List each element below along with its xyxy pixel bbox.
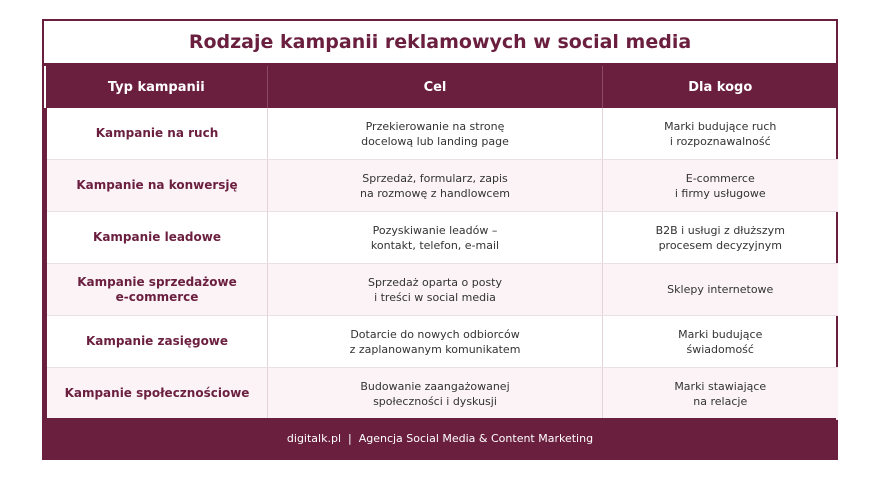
cell-text: Budowanie zaangażowanej społeczności i dyskusji xyxy=(360,379,510,408)
cell-text: Sklepy internetowe xyxy=(667,283,774,296)
table-row xyxy=(46,160,838,212)
footer-text: digitalk.pl | Agencja Social Media & Content Marketing xyxy=(286,431,594,445)
cell-goal xyxy=(268,212,603,264)
table-row xyxy=(46,368,838,420)
table-row xyxy=(46,264,838,316)
cell-text: Marki stawiające na relacje xyxy=(674,379,767,408)
table-row xyxy=(46,212,838,264)
cell-campaign-type xyxy=(46,160,268,212)
column-header-type: Typ kampanii xyxy=(46,66,268,108)
cell-text: Sprzedaż, formularz, zapis na rozmowę z handlowcem xyxy=(360,171,510,200)
cell-text: Sprzedaż oparta o posty i treści w social media xyxy=(367,275,503,304)
cell-audience xyxy=(603,368,838,420)
column-header-audience: Dla kogo xyxy=(603,66,838,108)
cell-text: E-commerce i firmy usługowe xyxy=(674,171,766,200)
infographic-card xyxy=(42,19,838,460)
cell-goal xyxy=(268,316,603,368)
cell-audience xyxy=(603,316,838,368)
campaign-table xyxy=(44,66,838,420)
cell-text: Marki budujące ruch i rozpoznawalność xyxy=(664,119,777,148)
cell-campaign-type xyxy=(46,316,268,368)
cell-goal xyxy=(268,108,603,160)
cell-campaign-type xyxy=(46,108,268,160)
cell-campaign-type xyxy=(46,212,268,264)
cell-audience xyxy=(603,160,838,212)
cell-text: Kampanie społecznościowe xyxy=(64,386,250,400)
cell-audience xyxy=(603,264,838,316)
table-row xyxy=(46,108,838,160)
cell-text: Dotarcie do nowych odbiorców z zaplanowanym komunikatem xyxy=(349,327,521,356)
cell-text: B2B i usługi z dłuższym procesem decyzyjnym xyxy=(655,223,785,252)
cell-text: Marki budujące świadomość xyxy=(678,327,763,356)
cell-campaign-type xyxy=(46,368,268,420)
cell-campaign-type xyxy=(46,264,268,316)
cell-goal xyxy=(268,368,603,420)
page-title: Rodzaje kampanii reklamowych w social media xyxy=(188,31,692,53)
cell-text: Kampanie zasięgowe xyxy=(85,334,229,348)
cell-goal xyxy=(268,264,603,316)
cell-text: Kampanie na ruch xyxy=(95,126,219,140)
table-row xyxy=(46,316,838,368)
column-header-goal: Cel xyxy=(268,66,603,108)
cell-text: Kampanie na konwersję xyxy=(76,178,238,192)
cell-goal xyxy=(268,160,603,212)
cell-text: Kampanie sprzedażowe e-commerce xyxy=(77,274,237,304)
table-header-row xyxy=(46,66,838,108)
cell-audience xyxy=(603,212,838,264)
cell-text: Pozyskiwanie leadów – kontakt, telefon, e-mail xyxy=(370,223,500,252)
cell-audience xyxy=(603,108,838,160)
footer-credit xyxy=(44,418,836,458)
cell-text: Przekierowanie na stronę docelową lub landing page xyxy=(361,119,509,148)
cell-text: Kampanie leadowe xyxy=(93,230,221,244)
